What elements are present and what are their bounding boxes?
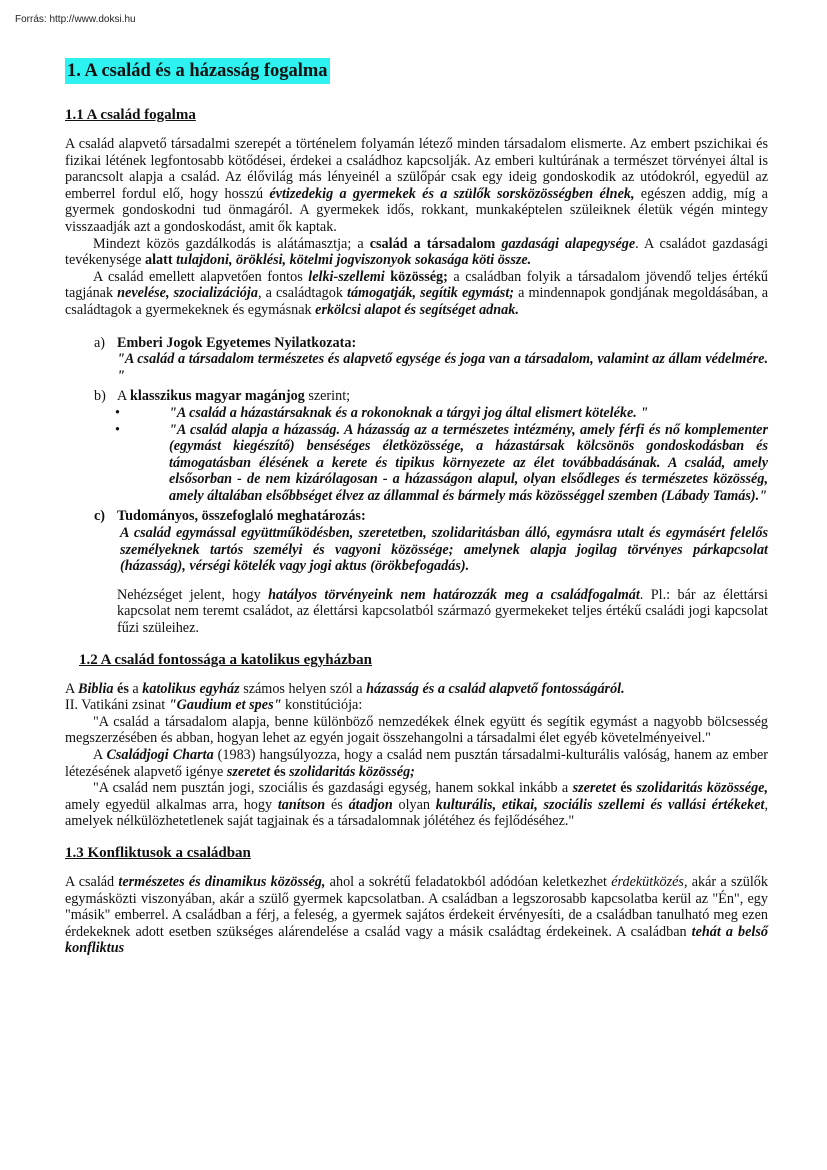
paragraph [65,697,768,714]
quote: "A család alapja a házasság. A házasság az a természetes intézmény, amely férfi és nő komplementer (egymást kiegészítő) benséséges életközössége, a házastársak kölcsönös gondoskodásban és támogatásban élésének a kerete és tipikus környezete az élet továbbadásának. A család, amely elsősorban - de nem kizárólagosan - a házasságon alapul, olyan elsődleges és természetes közösség, amely általában elsőbbséget élvez az állammal és bármely más közösséggel szemben (Lábady Tamás)." [169,421,768,504]
section-heading-1-2: 1.2 A család fontossága a katolikus egyházban [79,651,372,668]
paragraph [65,874,768,957]
text-run: olyan [392,796,436,813]
list-marker: a) [94,334,106,351]
list-item-b [65,388,768,405]
text-run: A [117,388,131,405]
definition-text [65,525,768,575]
list-marker: b) [94,388,106,405]
document-page [65,58,768,957]
paragraph [65,780,768,830]
text-run: család a társadalom [369,235,496,252]
text-run: szerint; [304,388,351,405]
paragraph [65,587,768,637]
text-run: szeretet [226,763,271,780]
page-title: 1. A család és a házasság fogalma [65,58,330,84]
text-run: amely egyedül alkalmas arra, hogy [65,796,278,813]
text-run: A család [65,873,119,890]
bullet-icon: • [115,421,120,438]
text-run: , a családtagok [257,285,348,302]
text-run: . Pl.: bár az élettársi kapcsolat nem teremt családot, az élettársi kapcsolatból származó gyermekeket teljes értékű családi jogi kapcsolat fűzi szüleihez. [117,586,768,637]
text-run: szeretet [572,780,616,797]
text-run: gazdasági alapegysége [501,235,636,252]
text-run: évtizedekig a gyermekek és a szülők sorsközösségben élnek, [269,185,635,202]
text-run: akár a szülők egymásközti viszonyában, akár a szülő gyermek kapcsolatban. A családban a legszorosabb kapcsolatba kerül az "Én", egy "másik" emberrel. A családban a férj, a feleség, a gyermek sajátos érdekeit érvényesíti, de a családban tanulható meg ezen érdekeknek adott esetben szükséges alárendelése a család vagy a másik családtag érdekeinek. A családban [65,873,768,940]
text-run: átadjon [348,796,393,813]
text-run: érdekütközés, [611,873,688,890]
quote: "A család a társadalom természetes és alapvető egysége és joga van a társadalom, valamint az állam védelmére. " [117,351,768,384]
list-item-a [65,335,768,385]
bullet-icon: • [115,404,120,421]
text-run: Biblia [78,680,114,697]
section-heading-1-1: 1.1 A család fogalma [65,107,196,123]
text-run: a [128,680,143,697]
text-run: katolikus egyház [142,680,240,697]
text-run: és [273,763,286,780]
quote: "A család a házastársaknak és a rokonoknak a tárgyi jog által elismert köteléke. " [169,404,649,421]
text-run: klasszikus magyar magánjog [130,388,305,405]
text-run: egészen addig, míg a gyermek gondoskodni tud önmagáról. A gyermekek idős, rokkant, munkaképtelen szüleiknek életük végén mintegy visszaadják azt a gondoskodást, amit ők kaptak. [65,185,768,235]
text-run: ahol a sokrétű feladatokból adódóan keletkezhet [325,873,612,890]
text-run: (1983) hangsúlyozza, hogy a család nem pusztán társadalmi-kulturális valóság, hanem az ember létezésének alapvető igénye [65,747,768,780]
bullet-item [65,405,768,422]
text-run: tehát a belső konfliktus [65,923,768,957]
definition: A család egymással együttműködésben, szeretetben, szolidaritásban álló, egymásra utalt és egymásért felelős személyeknek tartós személyi és vagyoni közössége; amelynek alapja jogilag törvényes párkapcsolat (házasság), vérségi kötelék vagy jogi aktus (örökbefogadás). [120,525,768,575]
paragraph [65,714,768,747]
list-marker: c) [94,508,106,525]
text-run: a mindennapok gondjának megoldásában, a családtagok a gyermekeknek és egymásnak [65,285,769,318]
text-run: A család emellett alapvetően fontos [93,268,309,285]
paragraph [65,269,768,319]
text-run: tulajdoni, öröklési, kötelmi jogviszonyok sokasága köti össze. [176,252,532,269]
list-item-c [65,508,768,525]
text-run: természetes és dinamikus közösség, [118,873,326,890]
text-run: Mindezt közös gazdálkodás is alátámasztja; a [93,235,370,252]
paragraph [65,236,768,269]
list-item-title: Emberi Jogok Egyetemes Nyilatkozata: [117,334,357,351]
text-run: A család alapvető társadalmi szerepét a történelem folyamán létező minden társadalom elismerte. Az embert pszichikai és fizikai létének legfontosabb kötődései, érdekei a családhoz kapcsolják. Az emberi kultúrának a természet törvényei által is parancsolt alapja a család. Az élővilág más lényeinél a szülőpár csak egy ideig gondoskodik az utódokról, egyedül az emberrel fordul elő, hogy hosszú [65,136,768,202]
text-run: szolidaritás közösség; [289,763,415,780]
paragraph [65,136,768,236]
text-run: . A családot gazdasági tevékenysége [65,235,769,269]
text-run: közösség; [390,268,448,285]
text-run: Nehézséget jelent, hogy [117,586,269,603]
text-run: és [117,680,129,697]
text-run: konstitúciója: [281,697,363,714]
text-run: kulturális, etikai, szociális szellemi és vallási értékeket [435,796,765,813]
text-run: és [620,780,633,797]
text-run: és [325,796,349,813]
paragraph [65,681,768,698]
bullet-item [65,422,768,505]
text-run: támogatják, segítik egymást; [347,285,514,302]
section-heading-1-3: 1.3 Konfliktusok a családban [65,844,251,861]
text-run: szolidaritás közössége, [636,780,769,797]
text-run: A [65,680,79,697]
list-item-title: Tudományos, összefoglaló meghatározás: [117,508,366,525]
text-run: számos helyen szól a [239,680,367,697]
text-run: "A család a társadalom alapja, benne különböző nemzedékek élnek együtt és segítik egymást a nagyobb bölcsesség megszerzésében és abban, hogyan lehet az egyén jogait összehangolni a társadalmi élet egyéb követelményeivel." [65,713,768,747]
paragraph [65,747,768,780]
text-run: "Gaudium et spes" [168,697,282,714]
list-item-intro [117,388,350,404]
text-run: "A család nem pusztán jogi, szociális és gazdasági egység, hanem sokkal inkább a [93,780,573,797]
text-run: nevelése, szocializációja [117,285,258,302]
text-run: Családjogi Charta [106,747,214,763]
text-run: , amelyek nélkülözhetetlenek saját tagjainak és a társadalomnak jólétéhez és fejlődéséhez." [65,796,768,830]
text-run: tanítson [277,796,326,813]
text-run: II. Vatikáni zsinat [65,697,169,714]
text-run: alatt [144,252,173,269]
text-run: erkölcsi alapot és segítséget adnak. [315,301,519,318]
text-run: házasság és a család alapvető fontosságáról. [366,680,625,697]
text-run: A [93,747,107,763]
text-run: hatályos törvényeink nem határozzák meg a családfogalmát [268,586,640,603]
text-run: lelki-szellemi [308,268,385,285]
text-run: a családban folyik a társadalom jövendő teljes értékű tagjának [65,268,769,302]
source-note: Forrás: http://www.doksi.hu [15,14,136,25]
